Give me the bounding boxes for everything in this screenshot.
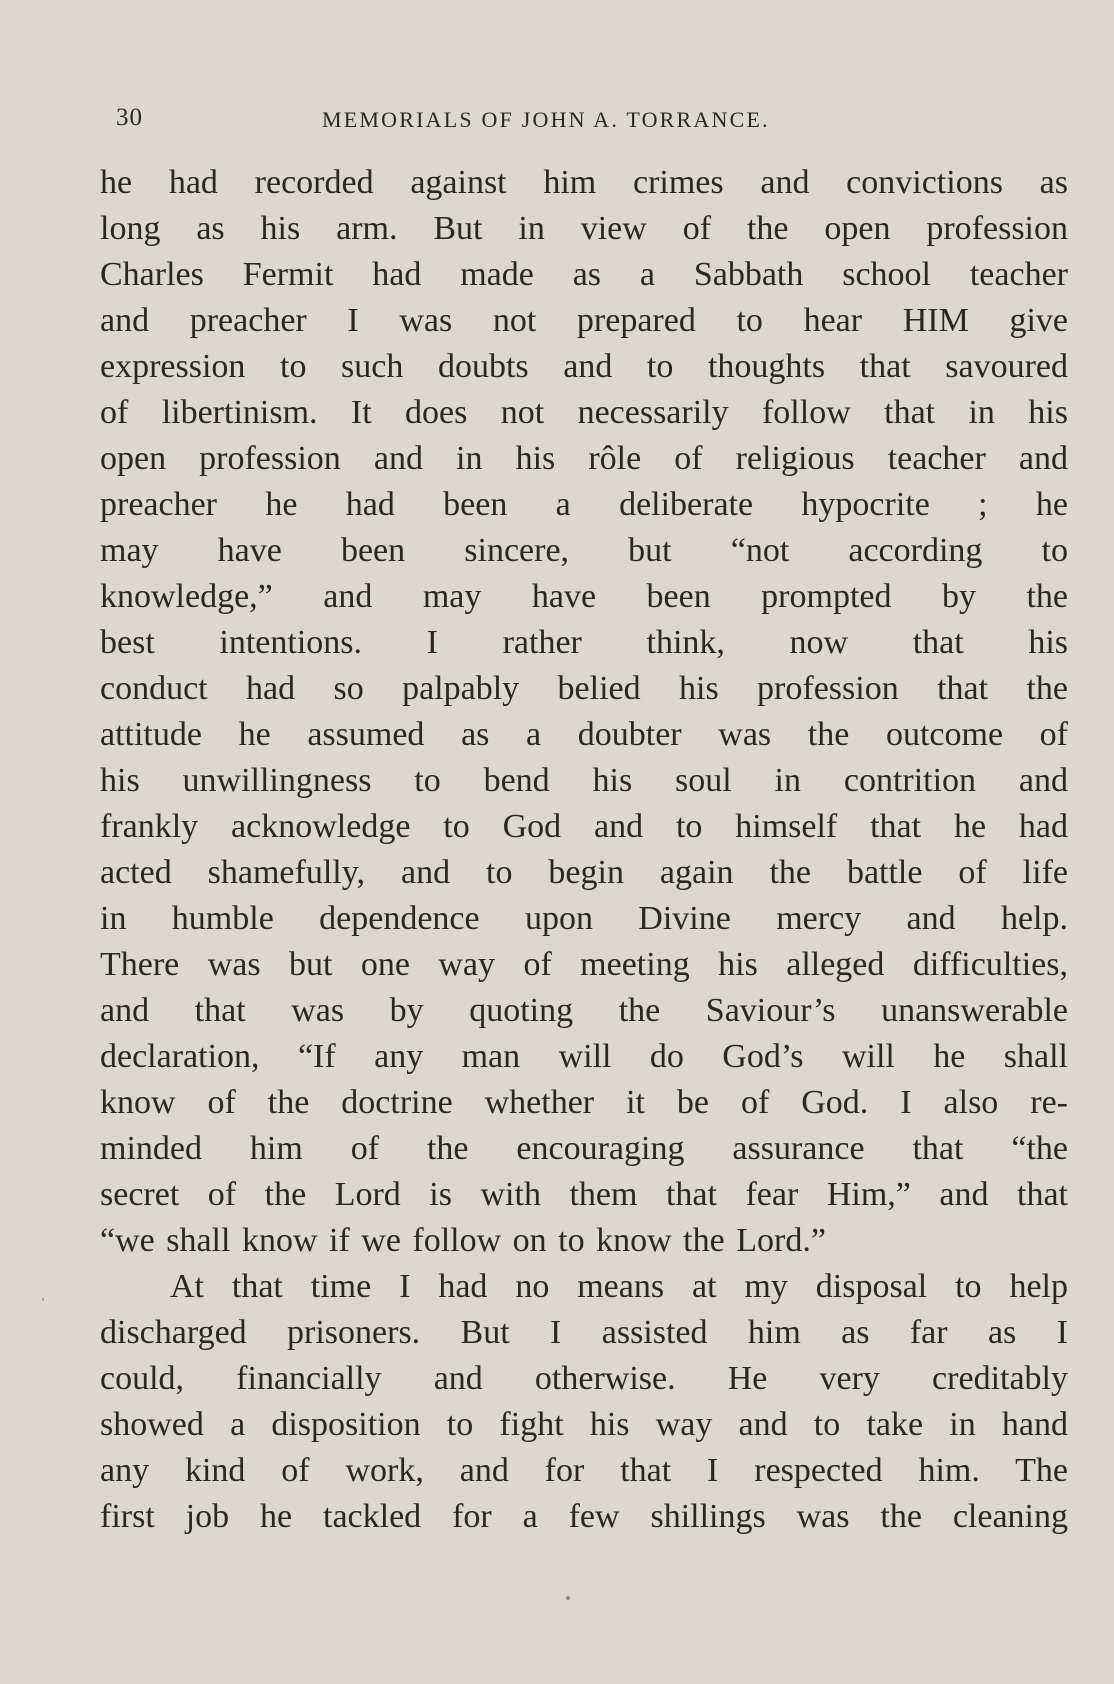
text-line: know of the doctrine whether it be of God. I also re- — [100, 1084, 1068, 1121]
text-line: best intentions. I rather think, now that his — [100, 624, 1068, 661]
text-line: acted shamefully, and to begin again the battle of life — [100, 854, 1068, 891]
text-line: attitude he assumed as a doubter was the outcome of — [100, 716, 1068, 753]
text-line: knowledge,” and may have been prompted by the — [100, 578, 1068, 615]
text-line: frankly acknowledge to God and to himself that he had — [100, 808, 1068, 845]
paper-speck — [42, 1298, 44, 1301]
text-line: There was but one way of meeting his alleged difficulties, — [100, 946, 1068, 983]
text-line: could, financially and otherwise. He very creditably — [100, 1360, 1068, 1397]
text-line: first job he tackled for a few shillings was the cleaning — [100, 1498, 1068, 1535]
text-line: he had recorded against him crimes and convictions as — [100, 164, 1068, 201]
text-line: of libertinism. It does not necessarily follow that in his — [100, 394, 1068, 431]
text-line: secret of the Lord is with them that fear Him,” and that — [100, 1176, 1068, 1213]
text-line: showed a disposition to fight his way and to take in hand — [100, 1406, 1068, 1443]
text-line: may have been sincere, but “not according to — [100, 532, 1068, 569]
text-line: and that was by quoting the Saviour’s unanswerable — [100, 992, 1068, 1029]
text-line: declaration, “If any man will do God’s will he shall — [100, 1038, 1068, 1075]
text-line: conduct had so palpably belied his profession that the — [100, 670, 1068, 707]
text-line: Charles Fermit had made as a Sabbath school teacher — [100, 256, 1068, 293]
body-text — [100, 160, 1068, 1540]
text-line: open profession and in his rôle of religious teacher and — [100, 440, 1068, 477]
text-line: minded him of the encouraging assurance that “the — [100, 1130, 1068, 1167]
text-line: his unwillingness to bend his soul in contrition and — [100, 762, 1068, 799]
text-line: and preacher I was not prepared to hear HIM give — [100, 302, 1068, 339]
running-head-title: MEMORIALS OF JOHN A. TORRANCE. — [322, 107, 770, 132]
text-line: in humble dependence upon Divine mercy and help. — [100, 900, 1068, 937]
text-line: any kind of work, and for that I respected him. The — [100, 1452, 1068, 1489]
paragraph-end-line: “we shall know if we follow on to know the Lord.” — [100, 1222, 826, 1259]
text-line: preacher he had been a deliberate hypocrite ; he — [100, 486, 1068, 523]
page-number: 30 — [116, 104, 143, 131]
paper-speck — [566, 1596, 570, 1600]
text-line: long as his arm. But in view of the open profession — [100, 210, 1068, 247]
text-line: expression to such doubts and to thoughts that savoured — [100, 348, 1068, 385]
paragraph-start-line: At that time I had no means at my disposal to help — [170, 1268, 1068, 1305]
text-line: discharged prisoners. But I assisted him as far as I — [100, 1314, 1068, 1351]
